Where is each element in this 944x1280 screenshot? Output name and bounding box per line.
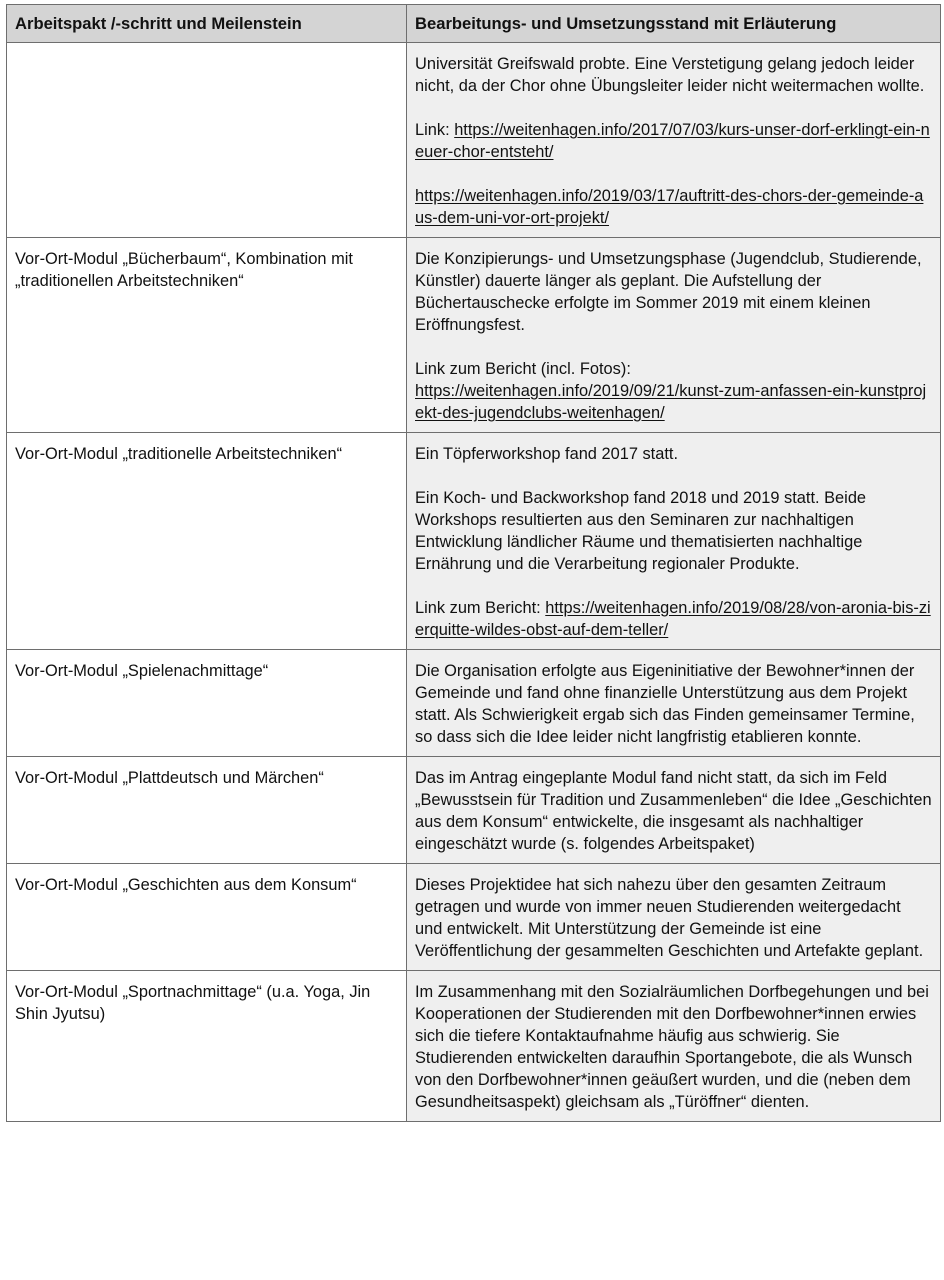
- row-2-link-label: Link zum Bericht:: [415, 599, 546, 617]
- row-0-paragraph: Universität Greifswald probte. Eine Verstetigung gelang jedoch leider nicht, da der Chor ohne Übungsleiter leider nicht weitermachen wollte.: [415, 55, 925, 95]
- row-3-status: [407, 650, 941, 757]
- table-row: [7, 433, 941, 650]
- table-row: [7, 650, 941, 757]
- row-2-work-package: Vor-Ort-Modul „traditionelle Arbeitstechniken“: [7, 433, 407, 650]
- row-6-status: [407, 971, 941, 1122]
- row-1-link-bericht[interactable]: https://weitenhagen.info/2019/09/21/kunst-zum-anfassen-ein-kunstprojekt-des-jugendclubs-weitenhagen/: [415, 382, 927, 422]
- row-2-status: [407, 433, 941, 650]
- status-table: [6, 4, 941, 1122]
- row-0-link-chor-auftritt[interactable]: https://weitenhagen.info/2019/03/17/auftritt-des-chors-der-gemeinde-aus-dem-uni-vor-ort-projekt/: [415, 187, 924, 227]
- row-2-paragraph-1: Ein Töpferworkshop fand 2017 statt.: [415, 445, 679, 463]
- row-1-link-label: Link zum Bericht (incl. Fotos):: [415, 360, 631, 378]
- header-work-package: Arbeitspakt /-schritt und Meilenstein: [7, 5, 407, 43]
- row-4-paragraph: Das im Antrag eingeplante Modul fand nicht statt, da sich im Feld „Bewusstsein für Tradition und Zusammenleben“ die Idee „Geschichten aus dem Konsum“ entwickelte, die insgesamt als nachhaltiger eingeschätzt wurde (s. folgendes Arbeitspaket): [415, 769, 932, 853]
- row-3-paragraph: Die Organisation erfolgte aus Eigeninitiative der Bewohner*innen der Gemeinde und fand ohne finanzielle Unterstützung aus dem Projekt statt. Als Schwierigkeit ergab sich das Finden gemeinsamer Termine, so dass sich die Idee leider nicht langfristig etablieren konnte.: [415, 662, 915, 746]
- row-4-work-package: Vor-Ort-Modul „Plattdeutsch und Märchen“: [7, 757, 407, 864]
- row-1-status: [407, 238, 941, 433]
- row-5-paragraph: Dieses Projektidee hat sich nahezu über den gesamten Zeitraum getragen und wurde von immer neuen Studierenden weitergedacht und entwickelt. Mit Unterstützung der Gemeinde ist eine Veröffentlichung der gesammelten Geschichten und Artefakte geplant.: [415, 876, 924, 960]
- row-0-link-paragraph-2: [415, 185, 932, 229]
- row-0-link-paragraph: [415, 119, 932, 163]
- table-row: [7, 864, 941, 971]
- table-header-row: [7, 5, 941, 43]
- row-5-work-package: Vor-Ort-Modul „Geschichten aus dem Konsum“: [7, 864, 407, 971]
- table-row: [7, 971, 941, 1122]
- row-2-paragraph-2: Ein Koch- und Backworkshop fand 2018 und 2019 statt. Beide Workshops resultierten aus den Seminaren zur nachhaltigen Entwicklung ländlicher Räume und thematisierten nachhaltige Ernährung und die Verarbeitung regionaler Produkte.: [415, 489, 867, 573]
- row-0-work-package: [7, 43, 407, 238]
- row-0-link-chor-kurs[interactable]: https://weitenhagen.info/2017/07/03/kurs-unser-dorf-erklingt-ein-neuer-chor-entsteht/: [415, 121, 930, 161]
- row-3-work-package: Vor-Ort-Modul „Spielenachmittage“: [7, 650, 407, 757]
- table-row: [7, 43, 941, 238]
- row-4-status: [407, 757, 941, 864]
- table-row: [7, 757, 941, 864]
- row-2-link-paragraph: [415, 597, 932, 641]
- row-2-link-bericht[interactable]: https://weitenhagen.info/2019/08/28/von-aronia-bis-zierquitte-wildes-obst-auf-dem-teller/: [415, 599, 931, 639]
- header-status: Bearbeitungs- und Umsetzungsstand mit Erläuterung: [407, 5, 941, 43]
- row-0-status: [407, 43, 941, 238]
- row-1-work-package: Vor-Ort-Modul „Bücherbaum“, Kombination mit „traditionellen Arbeitstechniken“: [7, 238, 407, 433]
- row-0-link-label: Link:: [415, 121, 455, 139]
- row-6-paragraph: Im Zusammenhang mit den Sozialräumlichen Dorfbegehungen und bei Kooperationen der Studierenden mit den Dorfbewohner*innen erwies sich die tiefere Kontaktaufnahme häufig aus schwierig. Sie Studierenden entwickelten daraufhin Sportangebote, die als Wunsch von den Dorfbewohner*innen geäußert wurden, und die (neben dem Gesundheitsaspekt) gleichsam als „Türöffner“ dienten.: [415, 983, 929, 1111]
- row-6-work-package: Vor-Ort-Modul „Sportnachmittage“ (u.a. Yoga, Jin Shin Jyutsu): [7, 971, 407, 1122]
- table-row: [7, 238, 941, 433]
- row-1-paragraph: Die Konzipierungs- und Umsetzungsphase (Jugendclub, Studierende, Künstler) dauerte länger als geplant. Die Aufstellung der Büchertauschecke erfolgte im Sommer 2019 mit einem kleinen Eröffnungsfest.: [415, 250, 922, 334]
- row-5-status: [407, 864, 941, 971]
- row-1-link-paragraph: [415, 358, 932, 424]
